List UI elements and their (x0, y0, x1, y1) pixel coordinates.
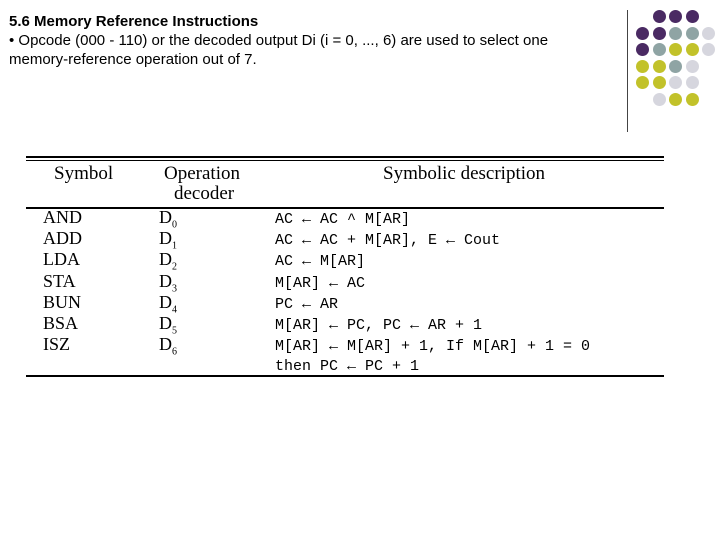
decorative-dot (669, 76, 682, 89)
row-symbol: STA (43, 270, 76, 291)
row-symbol: ADD (43, 228, 82, 249)
table-top-rule (26, 156, 664, 158)
header-decoder-line2: decoder (174, 183, 235, 204)
decoder-letter: D (159, 313, 172, 333)
bullet-line-1: • Opcode (000 - 110) or the decoded output Di (i = 0, ..., 6) are used to select one (9, 32, 549, 49)
row-symbol: LDA (43, 249, 80, 270)
decorative-dot (636, 43, 649, 56)
decorative-dot (669, 60, 682, 73)
decorative-dot (636, 27, 649, 40)
decorative-dot (669, 93, 682, 106)
decorative-dot (686, 93, 699, 106)
table-top-rule-thin (26, 160, 664, 161)
row-symbol: BSA (43, 313, 79, 333)
decorative-vertical-line (627, 10, 628, 132)
row-description: AC ← AC ^ M[AR] (275, 211, 411, 228)
decorative-dot (686, 10, 699, 23)
header-decoder-line1: Operation (164, 163, 240, 184)
decorative-dot (669, 43, 682, 56)
header-symbol: Symbol (54, 163, 114, 184)
decorative-dot (636, 60, 649, 73)
row-symbol: BUN (43, 291, 82, 312)
decoder-letter: D (159, 334, 172, 355)
row-description: M[AR] ← AC (275, 274, 366, 292)
decoder-letter: D (159, 270, 172, 291)
decorative-dot (653, 93, 666, 106)
decorative-dot (653, 43, 666, 56)
decoder-letter: D (159, 249, 172, 270)
row-description: AC ← AC + M[AR], E ← Cout (275, 232, 501, 250)
decorative-dot (653, 76, 666, 89)
decorative-dot (702, 27, 715, 40)
decorative-dot (669, 27, 682, 40)
row-description: PC ← AR (275, 295, 339, 313)
decorative-dot (669, 10, 682, 23)
decorative-dot (653, 10, 666, 23)
decorative-dot (686, 43, 699, 56)
decoder-index: 0 (172, 219, 177, 231)
description-continuation: then PC ← PC + 1 (275, 358, 420, 375)
header-description: Symbolic description (383, 163, 546, 184)
decoder-index: 5 (172, 325, 177, 337)
row-symbol: ISZ (43, 334, 70, 355)
decorative-dot (653, 60, 666, 73)
decorative-dot (686, 60, 699, 73)
table-bottom-rule (26, 375, 664, 377)
decoder-index: 2 (172, 261, 177, 273)
decorative-dot (686, 76, 699, 89)
slide-title: 5.6 Memory Reference Instructions (9, 13, 259, 30)
row-description: AC ← M[AR] (275, 253, 366, 271)
decoder-index: 4 (172, 304, 177, 316)
decoder-letter: D (159, 228, 172, 249)
row-decoder (159, 334, 177, 363)
decorative-dot (636, 76, 649, 89)
decoder-letter: D (159, 291, 172, 312)
decoder-letter: D (159, 207, 172, 227)
bullet-line-2: memory-reference operation out of 7. (9, 51, 257, 68)
decorative-dot (653, 27, 666, 40)
decorative-dot (702, 43, 715, 56)
slide-header (9, 12, 659, 69)
row-symbol: AND (43, 207, 82, 227)
row-description: M[AR] ← M[AR] + 1, If M[AR] + 1 = 0 (275, 338, 591, 356)
row-description: M[AR] ← PC, PC ← AR + 1 (275, 317, 483, 334)
decoder-index: 6 (172, 346, 177, 358)
instruction-table (26, 156, 664, 378)
decoder-index: 3 (172, 283, 177, 295)
decoder-index: 1 (172, 240, 177, 252)
decorative-dot (686, 27, 699, 40)
